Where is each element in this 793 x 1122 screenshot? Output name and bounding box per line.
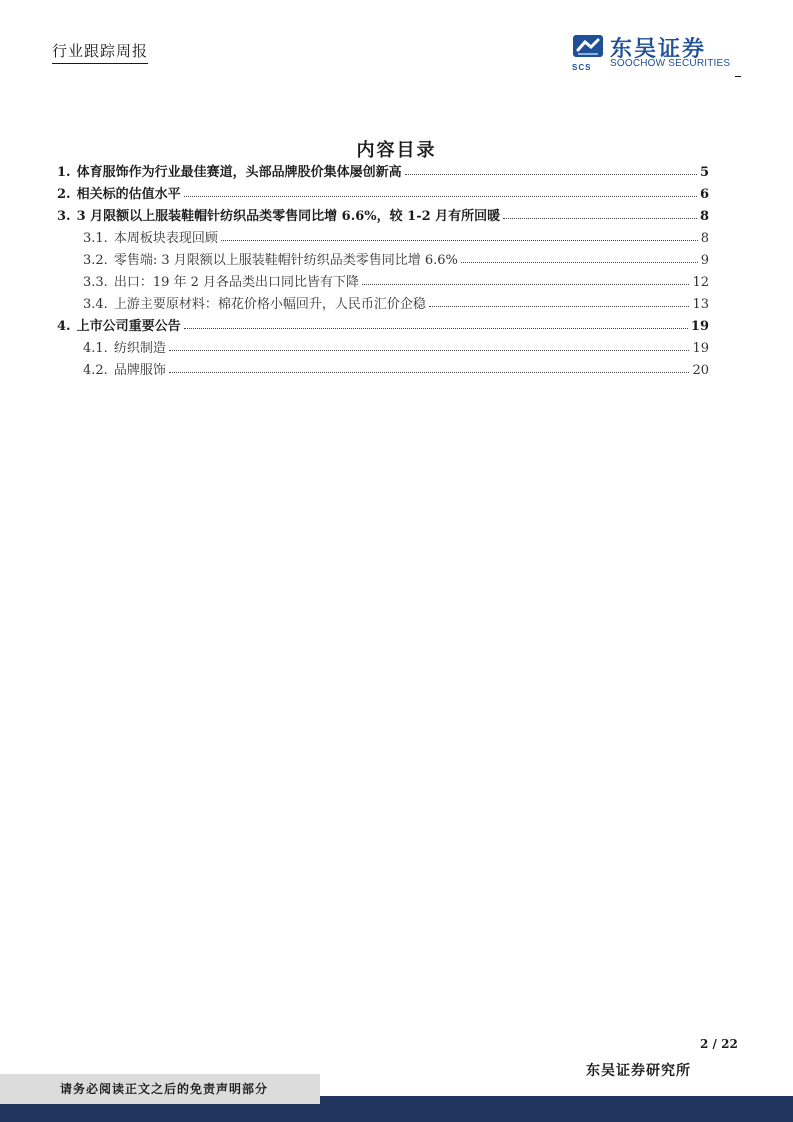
logo-name-cn: 东吴证券 — [610, 37, 707, 62]
toc-entry-page: 19 — [690, 319, 709, 334]
toc-entry[interactable] — [83, 336, 709, 356]
logo-abbr: SCS — [572, 63, 592, 72]
report-type-label: 行业跟踪周报 — [52, 40, 148, 64]
toc-leader — [362, 284, 689, 285]
toc-entry[interactable] — [83, 292, 709, 312]
toc-entry-page: 8 — [700, 231, 709, 246]
toc-entry[interactable] — [83, 358, 709, 378]
toc-entry-text: 相关标的估值水平 — [76, 187, 181, 202]
toc-entry-page: 5 — [699, 165, 709, 180]
toc-entry-text: 品牌服饰 — [113, 363, 166, 378]
toc-entry-number: 2. — [57, 187, 71, 202]
toc-leader — [221, 240, 698, 241]
toc-entry-number: 3. — [57, 209, 71, 224]
toc-entry-text: 零售端: 3 月限额以上服装鞋帽针纺织品类零售同比增 6.6% — [113, 253, 458, 268]
toc-entry-text: 出口：19 年 2 月各品类出口同比皆有下降 — [113, 275, 360, 290]
soochow-logo — [572, 34, 742, 74]
toc-entry-page: 20 — [692, 363, 709, 378]
toc-entry-page: 9 — [700, 253, 709, 268]
toc-entry[interactable] — [57, 182, 709, 202]
toc-entry-page: 8 — [699, 209, 709, 224]
toc-leader — [405, 174, 697, 175]
toc-entry-number: 4.2. — [83, 363, 108, 378]
toc-entry-number: 3.2. — [83, 253, 108, 268]
toc-entry-page: 6 — [699, 187, 709, 202]
toc-leader — [169, 350, 690, 351]
toc-entry[interactable] — [57, 314, 709, 334]
toc-entry[interactable] — [57, 160, 709, 180]
footer-firm-name: 东吴证券研究所 — [586, 1063, 691, 1079]
toc-entry-page: 12 — [692, 275, 709, 290]
toc-entry-page: 13 — [692, 297, 709, 312]
scs-emblem-icon — [572, 34, 604, 66]
toc-entry-text: 本周板块表现回顾 — [113, 231, 218, 246]
toc-leader — [503, 218, 697, 219]
footer-disclaimer: 请务必阅读正文之后的免责声明部分 — [0, 1074, 320, 1104]
toc-entry-number: 3.3. — [83, 275, 108, 290]
toc-leader — [461, 262, 698, 263]
toc-entry-number: 3.4. — [83, 297, 108, 312]
toc-entry-number: 1. — [57, 165, 71, 180]
toc-entry[interactable] — [83, 226, 709, 246]
header-rule — [735, 76, 741, 77]
toc-leader — [169, 372, 690, 373]
toc-entry-number: 4.1. — [83, 341, 108, 356]
logo-name-en: SOOCHOW SECURITIES — [610, 58, 731, 69]
toc-entry[interactable] — [57, 204, 709, 224]
toc-entry-text: 纺织制造 — [113, 341, 166, 356]
toc-leader — [429, 306, 690, 307]
toc-entry-text: 3 月限额以上服装鞋帽针纺织品类零售同比增 6.6%，较 1-2 月有所回暖 — [76, 209, 501, 224]
page-number: 2 / 22 — [700, 1037, 738, 1051]
toc-entry-text: 上游主要原材料：棉花价格小幅回升，人民币汇价企稳 — [113, 297, 426, 312]
toc-leader — [184, 196, 697, 197]
toc-entry-text: 体育服饰作为行业最佳赛道，头部品牌股价集体屡创新高 — [76, 165, 402, 180]
toc-entry[interactable] — [83, 270, 709, 290]
toc-entry-page: 19 — [692, 341, 709, 356]
toc-entry-number: 3.1. — [83, 231, 108, 246]
toc-entry-text: 上市公司重要公告 — [76, 319, 181, 334]
toc-entry-number: 4. — [57, 319, 71, 334]
toc-title: 内容目录 — [356, 140, 437, 161]
toc-leader — [184, 328, 688, 329]
toc-entry[interactable] — [83, 248, 709, 268]
